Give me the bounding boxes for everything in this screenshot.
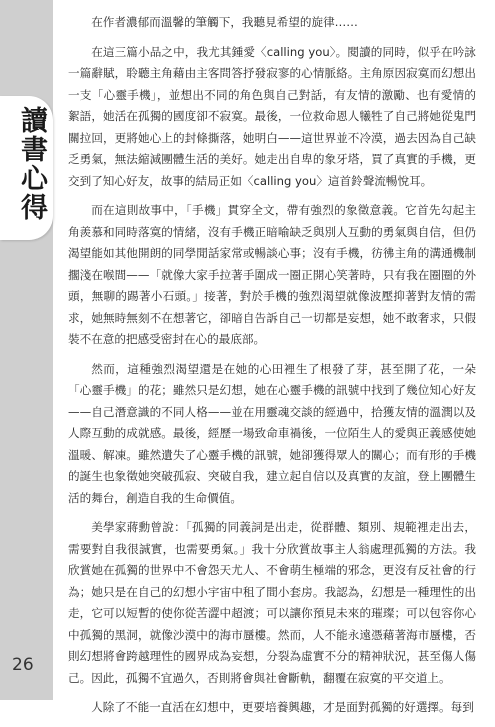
paragraph: 然而，這種強烈渴望還是在她的心田裡生了根發了芽，甚至開了花，一朵「心靈手機」的花；雖然只是幻想，她在心靈手機的訊號中找到了幾位知心好友——自己潛意識的不同人格——並在用靈魂交談的經過中，拾獲友情的溫潤以及人際互動的成就感。最後，經歷一場致命車禍後，一位陌生人的愛與正義感使她溫暖、解凍。雖然遺失了心靈手機的訊號，她卻獲得眾人的關心；而有形的手機的誕生也象徵她突破孤寂、突破自我，建立起自信以及真實的友誼，登上團體生活的舞台，創造自我的生命價值。 [68,361,476,505]
body-text [68,12,476,727]
paragraph: 美學家蔣勳曾說：「孤獨的同義詞是出走，從群體、類別、規範裡走出去，需要對自我很誠實，也需要勇氣。」我十分欣賞故事主人翁處理孤獨的方法。我欣賞她在孤獨的世界中不會怨天尤人、不會萌生極端的邪念，更沒有反社會的行為；她只是在自己的幻想小宇宙中租了間小套房。我認為，幻想是一種理性的出走，它可以短暫的使你從苦澀中超渡；可以讓你預見未來的璀璨；可以包容你心中孤獨的黑洞，就像沙漠中的海市蜃樓。然而，人不能永遠憑藉著海市蜃樓，否則幻想將會跨越理性的國界成為妄想，分裂為虛實不分的精神狀況，甚至傷人傷己。因此，孤獨不宜過久，否則將會與社會斷軌，翻覆在寂寞的平交道上。 [68,520,476,685]
section-title: 讀書心得 [16,106,47,222]
paragraph: 在作者濃郁而溫馨的筆觸下，我聽見希望的旋律…… [91,15,358,29]
paragraph: 在這三篇小品之中，我尤其鍾愛〈calling you〉。閱讀的同時，似乎在吟詠一篇辭賦，聆聽主角藉由主客問答抒發寂寥的心情脈絡。主角原因寂寞而幻想出一支「心靈手機」，並想出不同的角色與自己對話，有友情的激勵、也有愛情的絮語，她活在孤獨的國度卻不寂寞。最後，一位救命恩人犧牲了自己將她從鬼門關拉回，更將她心上的封條撕落，她明白——這世界並不冷漠，過去因為自己缺乏勇氣，無法縮減團體生活的美好。她走出自卑的象牙塔，買了真實的手機，更交到了知心好友，故事的結局正如〈calling you〉這首鈴聲流暢悅耳。 [68,44,476,188]
page-number: 26 [12,655,34,675]
paragraph: 而在這則故事中，「手機」貫穿全文，帶有強烈的象徵意義。它首先勾起主角羨慕和同時落寞的情緒，沒有手機正暗喻缺乏與別人互動的勇氣與自信，但仍渴望能如其他開朗的同學閒話家常或暢談心事；沒有手機，彷彿主角的溝通機制擱淺在喉間——「就像大家手拉著手圍成一圈正開心笑著時，只有我在圈圈的外頭，無聊的踢著小石頭。」接著，對於手機的強烈渴望就像波壓抑著對友情的需求，她無時無刻不在想著它，卻暗自告訴自己一切都是妄想，她不敢奢求，只假裝不在意的把感受密封在心的最底部。 [68,203,476,346]
paragraph: 人除了不能一直活在幻想中，更要培養興趣，才是面對孤獨的好選擇。每到 [91,700,474,714]
